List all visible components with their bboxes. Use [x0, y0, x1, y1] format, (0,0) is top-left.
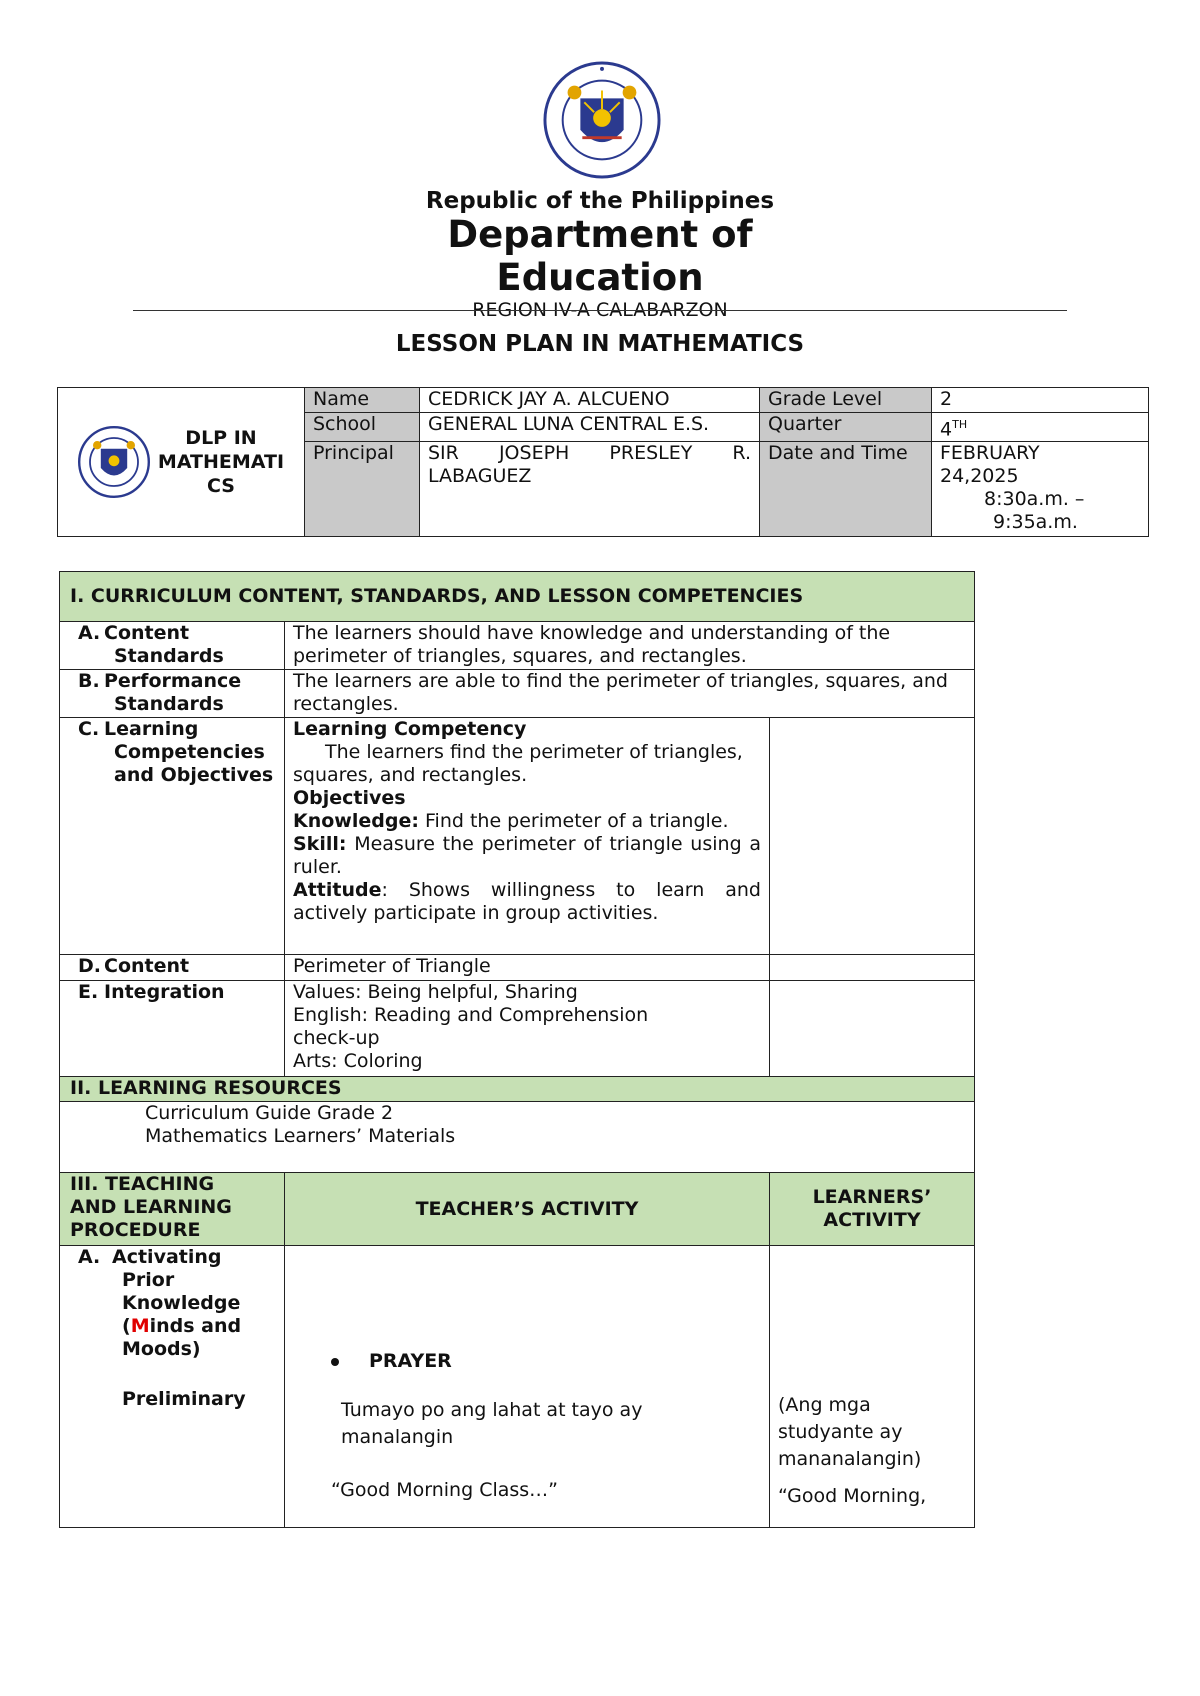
paren-open: (	[122, 1315, 131, 1337]
quarter-number: 4	[940, 418, 953, 441]
c-label2: Competencies	[114, 741, 265, 763]
quarter-label: Quarter	[760, 413, 932, 442]
knowledge-text: Find the perimeter of a triangle.	[418, 810, 729, 832]
learner-activity-header	[770, 1173, 975, 1246]
skill-objective	[293, 833, 761, 879]
red-letter-m: M	[130, 1315, 150, 1337]
quarter-suffix: TH	[952, 418, 968, 431]
proc-a-label3: Knowledge	[122, 1292, 241, 1314]
knowledge-objective	[293, 810, 761, 833]
c-key: C.	[78, 718, 100, 740]
region-label: REGION IV-A CALABARZON	[472, 299, 728, 321]
competencies-empty-cell	[770, 718, 975, 955]
principal-line1: SIR JOSEPH PRESLEY R.	[428, 442, 751, 465]
content-standards-text: The learners should have knowledge and understanding of the perimeter of triangles, squares, and rectangles.	[285, 622, 975, 670]
section3-title-line2: AND LEARNING	[70, 1196, 232, 1218]
competencies-text	[285, 718, 770, 955]
grade-value: 2	[932, 388, 1149, 413]
section3-title-line3: PROCEDURE	[70, 1219, 201, 1241]
dlp-line1: DLP IN	[185, 427, 257, 450]
integration-arts: Arts: Coloring	[293, 1050, 423, 1072]
skill-text: Measure the perimeter of triangle using a ruler.	[293, 833, 761, 878]
integration-english-cont: check-up	[293, 1027, 380, 1049]
e-key: E.	[78, 981, 99, 1003]
learner-head-line2: ACTIVITY	[823, 1209, 921, 1231]
c-label1: Learning	[104, 718, 199, 740]
attitude-text: : Shows willingness to learn and actively participate in group activities.	[293, 879, 761, 924]
resource-item: Mathematics Learners’ Materials	[145, 1125, 456, 1147]
learner-activity-cell	[770, 1246, 975, 1528]
header-divider	[133, 310, 1067, 311]
name-value: CEDRICK JAY A. ALCUENO	[420, 388, 760, 413]
section2-title: II. LEARNING RESOURCES	[60, 1077, 975, 1102]
section1-title: I. CURRICULUM CONTENT, STANDARDS, AND LESSON COMPETENCIES	[60, 572, 975, 622]
content-standards-label	[60, 622, 285, 670]
performance-standards-text: The learners are able to find the perimeter of triangles, squares, and rectangles.	[285, 670, 975, 718]
resources-list	[60, 1102, 975, 1173]
bullet-icon	[331, 1358, 339, 1366]
principal-label: Principal	[305, 442, 420, 537]
date-line1: FEBRUARY	[940, 442, 1040, 465]
competencies-label	[60, 718, 285, 955]
skill-label: Skill:	[293, 833, 347, 855]
a-label2: Standards	[114, 645, 224, 667]
integration-english: English: Reading and Comprehension	[293, 1004, 649, 1026]
proc-a-label4	[68, 1315, 276, 1338]
school-label: School	[305, 413, 420, 442]
competency-text: The learners find the perimeter of triangles, squares, and rectangles.	[293, 741, 743, 786]
knowledge-label: Knowledge:	[293, 810, 419, 832]
time-line2: 9:35a.m.	[993, 511, 1078, 534]
date-label: Date and Time	[760, 442, 932, 537]
dlp-title	[158, 426, 284, 498]
department-title-line1: Department of	[447, 213, 753, 256]
b-label2: Standards	[114, 693, 224, 715]
date-value	[932, 442, 1149, 537]
section3-title-line1: III. TEACHING	[70, 1173, 215, 1195]
integration-empty-cell	[770, 981, 975, 1077]
content-label	[60, 955, 285, 981]
section3-title	[60, 1173, 285, 1246]
proc-a-label5: Moods)	[122, 1338, 201, 1360]
e-label: Integration	[104, 981, 225, 1003]
resource-item: Curriculum Guide Grade 2	[145, 1102, 394, 1124]
preliminary-label: Preliminary	[122, 1388, 246, 1410]
performance-standards-label	[60, 670, 285, 718]
prayer-item	[293, 1350, 761, 1373]
proc-a-label1: Activating	[112, 1246, 222, 1268]
lesson-table	[59, 571, 975, 1528]
teacher-activity-header: TEACHER’S ACTIVITY	[285, 1173, 770, 1246]
integration-text	[285, 981, 770, 1077]
name-label: Name	[305, 388, 420, 413]
content-text: Perimeter of Triangle	[285, 955, 770, 981]
teacher-prayer-text: Tumayo po ang lahat at tayo ay manalangin	[341, 1399, 643, 1448]
integration-label	[60, 981, 285, 1077]
proc-a-label2: Prior	[122, 1269, 175, 1291]
teacher-activity-cell	[285, 1246, 770, 1528]
competency-head: Learning Competency	[293, 718, 527, 740]
d-key: D.	[78, 955, 101, 977]
proc-a-key: A.	[78, 1246, 101, 1268]
principal-line2: LABAGUEZ	[428, 465, 532, 488]
grade-label: Grade Level	[760, 388, 932, 413]
quarter-value	[932, 413, 1149, 442]
activating-prior-knowledge-label	[60, 1246, 285, 1528]
integration-values: Values: Being helpful, Sharing	[293, 981, 578, 1003]
lesson-plan-title: LESSON PLAN IN MATHEMATICS	[395, 331, 805, 357]
dlp-cell	[58, 388, 305, 537]
republic-title: Republic of the Philippines	[425, 188, 775, 214]
content-empty-cell	[770, 955, 975, 981]
date-line2: 24,2025	[940, 465, 1019, 488]
d-label: Content	[104, 955, 190, 977]
department-title	[0, 213, 1200, 299]
attitude-label: Attitude	[293, 879, 382, 901]
b-label1: Performance	[104, 670, 242, 692]
a-key: A.	[78, 622, 101, 644]
time-line1: 8:30a.m. –	[984, 488, 1085, 511]
deped-seal-small-icon	[78, 426, 150, 498]
b-key: B.	[78, 670, 100, 692]
learner-greeting-text: “Good Morning,	[778, 1485, 927, 1507]
teacher-greeting-text: “Good Morning Class…”	[331, 1479, 559, 1501]
department-title-line2: Education	[496, 256, 704, 299]
learner-prayer-text: (Ang mga studyante ay mananalangin)	[778, 1394, 922, 1470]
dlp-line2: MATHEMATI	[157, 451, 285, 474]
prayer-label: PRAYER	[369, 1350, 452, 1372]
a-label1: Content	[104, 622, 190, 644]
dlp-line3: CS	[207, 475, 235, 498]
proc-a-label4-rest: inds and	[149, 1315, 242, 1337]
deped-seal-icon	[543, 61, 661, 179]
principal-value	[420, 442, 760, 537]
objectives-head: Objectives	[293, 787, 406, 809]
attitude-objective	[293, 879, 761, 925]
school-value: GENERAL LUNA CENTRAL E.S.	[420, 413, 760, 442]
c-label3: and Objectives	[114, 764, 274, 786]
info-table	[57, 387, 1149, 537]
learner-head-line1: LEARNERS’	[812, 1186, 932, 1208]
